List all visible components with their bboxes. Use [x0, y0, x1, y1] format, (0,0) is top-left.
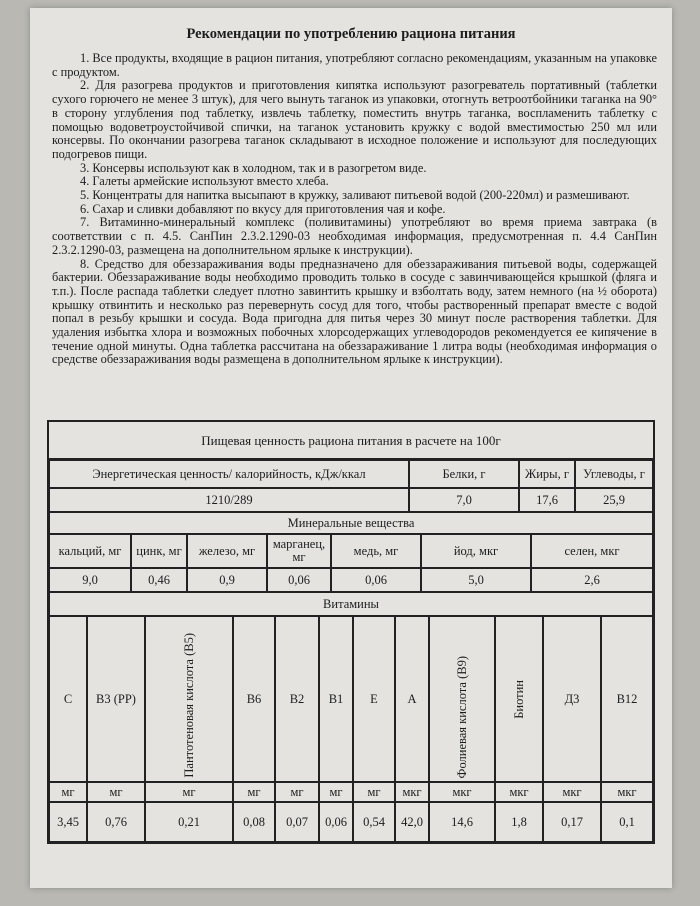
mineral-name: медь, мг [331, 534, 421, 568]
vitamin-value: 14,6 [429, 802, 495, 842]
vitamin-value: 0,21 [145, 802, 233, 842]
vitamin-value: 0,1 [601, 802, 653, 842]
mineral-name: селен, мкг [531, 534, 653, 568]
mineral-value: 0,06 [267, 568, 331, 592]
instruction-paragraph: 3. Консервы используют как в холодном, так и в разогретом виде. [80, 160, 427, 175]
vitamin-value: 0,54 [353, 802, 395, 842]
instruction-paragraph: 1. Все продукты, входящие в рацион питания, употребляют согласно рекомендациям, указанным на упаковке с продуктом. [52, 51, 657, 79]
vitamin-name: C [49, 616, 87, 782]
vitamin-name: B1 [319, 616, 353, 782]
mineral-name: йод, мкг [421, 534, 531, 568]
vitamin-unit: мкг [395, 782, 429, 802]
minerals-title: Минеральные вещества [49, 512, 653, 534]
protein-label: Белки, г [409, 460, 519, 488]
vitamin-unit: мг [49, 782, 87, 802]
instruction-paragraph: 7. Витаминно-минеральный комплекс (поливитамины) употребляют во время приема завтрака (в соответствии с п. 4.5. СанПин 2.3.2.1290-03 необходимая информация, предусмотренная п. 4.4 СанПин 2.3.2.1290-03, размещена на дополнительном ярлыке к инструкции). [52, 215, 657, 257]
vitamin-name: Д3 [543, 616, 601, 782]
vitamin-name-text: Пантотеновая кислота (B5) [181, 633, 196, 778]
vitamins-title: Витамины [49, 592, 653, 616]
instruction-paragraph: 2. Для разогрева продуктов и приготовления кипятка используют разогреватель портативный (таблетки сухого горючего не менее 3 штук), для чего вынуть таганок из упаковки, отогнуть ветроотбойники таганка на 90° в сторону углубления под таблетку, извлечь таблетку, поместить внутрь таганка, воспламенить таблетку с помощью водоветроустойчивой спички, на таганок установить кружку с водой вместимостью 250 мл или консервы. По окончании разогрева таганок складывают в исходное положение и используют для последующих подогревов пищи. [52, 78, 657, 161]
fat-value: 17,6 [519, 488, 575, 512]
vitamin-unit: мг [353, 782, 395, 802]
instructions [52, 52, 657, 367]
mineral-value: 0,9 [187, 568, 267, 592]
vitamin-name [495, 616, 543, 782]
energy-value: 1210/289 [49, 488, 409, 512]
vitamin-value: 0,08 [233, 802, 275, 842]
vitamin-unit: мг [87, 782, 145, 802]
vitamin-name: B12 [601, 616, 653, 782]
vitamin-unit: мг [319, 782, 353, 802]
carbs-label: Углеводы, г [575, 460, 653, 488]
vitamin-name [145, 616, 233, 782]
instruction-paragraph: 4. Галеты армейские используют вместо хлеба. [80, 174, 329, 189]
instruction-paragraph: 8. Средство для обеззараживания воды предназначено для обеззараживания питьевой воды, содержащей бактерии. Обеззараживание воды необходимо проводить только в сосуде с завинчивающейся крышкой (фляга и т.п.). После распада таблетки следует плотно завинтить крышку и взболтать воду, затем немного (на ½ оборота) крышку отвинтить и несколько раз перевернуть сосуд для того, чтобы растворенный препарат вместе с водой попал в резьбу крышки и сосуда. Вода пригодна для питья через 30 минут после растворения таблетки. Для удаления избытка хлора и возможных побочных хлорсодержащих углеводородов рекомендуется ее кипячение в течение одной минуты. Одна таблетка рассчитана на обеззараживание 1 литра воды (необходимая информация о средстве обеззараживания воды размещена в дополнительном ярлыке к инструкции). [52, 256, 657, 367]
vitamin-unit: мг [145, 782, 233, 802]
vitamin-value: 0,17 [543, 802, 601, 842]
mineral-value: 0,06 [331, 568, 421, 592]
fat-label: Жиры, г [519, 460, 575, 488]
vitamin-value: 1,8 [495, 802, 543, 842]
vitamin-unit: мг [233, 782, 275, 802]
vitamin-name: B6 [233, 616, 275, 782]
mineral-value: 9,0 [49, 568, 131, 592]
vitamin-name: B2 [275, 616, 319, 782]
vitamin-value: 0,76 [87, 802, 145, 842]
vitamin-name [429, 616, 495, 782]
vitamin-unit: мкг [429, 782, 495, 802]
vitamin-unit: мкг [495, 782, 543, 802]
mineral-name: кальций, мг [49, 534, 131, 568]
table-caption: Пищевая ценность рациона питания в расчете на 100г [201, 432, 501, 448]
vitamin-name: A [395, 616, 429, 782]
vitamin-value: 42,0 [395, 802, 429, 842]
vitamin-unit: мкг [601, 782, 653, 802]
vitamin-name: B3 (PP) [87, 616, 145, 782]
mineral-value: 2,6 [531, 568, 653, 592]
energy-label: Энергетическая ценность/ калорийность, кДж/ккал [49, 460, 409, 488]
nutrition-table [47, 420, 655, 844]
carbs-value: 25,9 [575, 488, 653, 512]
vitamin-name: E [353, 616, 395, 782]
vitamin-value: 0,06 [319, 802, 353, 842]
page-title: Рекомендации по употреблению рациона питания [186, 26, 516, 42]
mineral-name: цинк, мг [131, 534, 187, 568]
instruction-paragraph: 6. Сахар и сливки добавляют по вкусу для приготовления чая и кофе. [80, 201, 446, 216]
vitamin-value: 3,45 [49, 802, 87, 842]
mineral-value: 5,0 [421, 568, 531, 592]
vitamin-unit: мкг [543, 782, 601, 802]
mineral-name: железо, мг [187, 534, 267, 568]
document-sheet [30, 8, 672, 888]
mineral-name: марганец, мг [267, 534, 331, 568]
instruction-paragraph: 5. Концентраты для напитка высыпают в кружку, заливают питьевой водой (200-220мл) и размешивают. [80, 188, 630, 203]
vitamin-name-text: Фолиевая кислота (B9) [454, 655, 469, 778]
vitamin-value: 0,07 [275, 802, 319, 842]
mineral-value: 0,46 [131, 568, 187, 592]
vitamin-name-text: Биотин [511, 679, 526, 719]
protein-value: 7,0 [409, 488, 519, 512]
vitamin-unit: мг [275, 782, 319, 802]
